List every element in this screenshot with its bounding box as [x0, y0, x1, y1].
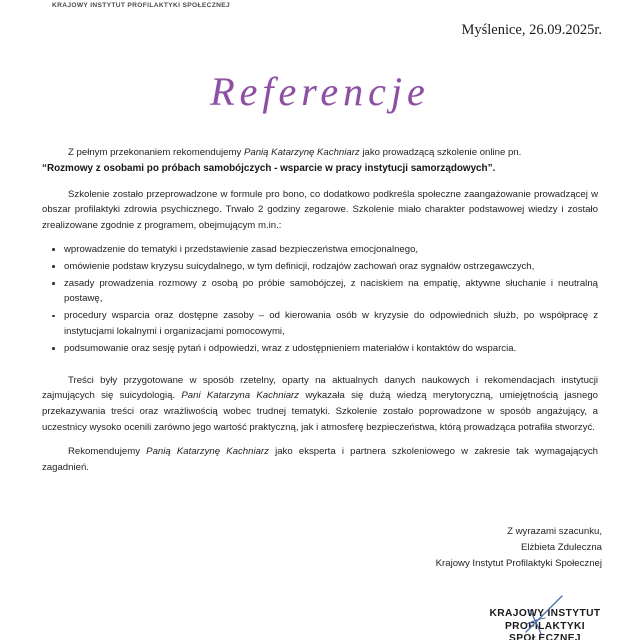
section-spacer	[42, 366, 598, 373]
training-title: “Rozmowy z osobami po próbach samobójczych - wsparcie w pracy instytucji samorządowych”.	[42, 162, 496, 174]
topic-text: wprowadzenie do tematyki i przedstawienie zasad bezpieczeństwa emocjonalnego,	[64, 243, 419, 255]
recommendation-person-name: Panią Katarzynę Kachniarz	[146, 445, 269, 457]
stamp-line-one: KRAJOWY INSTYTUT	[489, 608, 601, 619]
topics-list	[42, 242, 598, 357]
organization-stamp	[470, 608, 620, 640]
page-title: Referencje	[210, 69, 430, 114]
intro-paragraph	[42, 145, 598, 161]
document-body	[42, 145, 598, 483]
stamp-line-two: PROFILAKTYKI SPOŁECZNEJ	[504, 620, 586, 640]
signatory-name: Elżbieta Zduleczna	[520, 542, 602, 553]
list-item	[42, 276, 598, 308]
recommendation-text-part-two: jako eksperta i partnera szkoleniowego w zakresie tak wymagających zagadnień.	[42, 445, 599, 473]
evaluation-paragraph	[42, 373, 598, 436]
evaluation-text-part-two: wykazała się dużą wiedzą merytoryczną, umiejętnością jasnego przekazywania treści oraz wrażliwością wobec trudnej tematyki. Szkolenie zostało poprowadzone w sposób angażujący, a uczestnicy wysoko ocenili zarówno jego wartość praktyczną, jak i atmosferę bezpieczeństwa, którą prowadząca potrafiła stworzyć.	[42, 390, 599, 433]
intro-trailing-text: jako prowadzącą szkolenie online pn.	[359, 147, 522, 158]
recommendation-paragraph	[42, 444, 598, 476]
list-item	[42, 341, 598, 357]
list-item	[42, 259, 598, 275]
list-item	[42, 308, 598, 340]
letterhead-organization: KRAJOWY INSTYTUT PROFILAKTYKI SPOŁECZNEJ	[52, 2, 230, 9]
recommendation-text-part-one: Rekomendujemy	[68, 445, 147, 457]
topic-text: zasady prowadzenia rozmowy z osobą po próbie samobójczej, z naciskiem na empatię, aktywne słuchanie i neutralną postawę,	[64, 277, 598, 305]
place-and-date: Myślenice, 26.09.2025r.	[461, 22, 602, 38]
signature-block	[436, 524, 602, 572]
topic-text: procedury wsparcia oraz dostępne zasoby – od kierowania osób w kryzysie do odpowiednich służb, po współpracę z instytucjami lokalnymi i organizacjami pomocowymi,	[64, 310, 598, 337]
topic-text: podsumowanie oraz sesję pytań i odpowiedzi, wraz z udostępnieniem materiałów i kontaktów do wsparcia.	[64, 342, 517, 354]
list-item	[42, 242, 598, 258]
intro-person-name: Panią Katarzynę Kachniarz	[243, 147, 360, 158]
topic-text: omówienie podstaw kryzysu suicydalnego, w tym definicji, rodzajów zachowań oraz sygnałów ostrzegawczych,	[64, 260, 535, 272]
closing-salutation: Z wyrazami szacunku,	[507, 526, 602, 537]
evaluation-person-name: Pani Katarzyna Kachniarz	[181, 390, 300, 402]
signatory-organization: Krajowy Instytut Profilaktyki Społecznej	[435, 558, 602, 569]
training-description-paragraph: Szkolenie zostało przeprowadzone w formule pro bono, co dodatkowo podkreśla społeczne zaangażowanie prowadzącej w obszar profilaktyki zdrowia psychicznego. Trwało 2 godziny zegarowe. Szkolenie miało charakter podstawowej wiedzy i zostało zrealizowane zgodnie z programem, obejmującym m.in.:	[42, 188, 598, 232]
intro-lead-text: Z pełnym przekonaniem rekomendujemy	[68, 147, 244, 158]
evaluation-text-part-one: Treści były przygotowane w sposób rzetelny, oparty na aktualnych danych naukowych i rekomendacjach instytucji zajmujących się suicydologią.	[42, 374, 598, 402]
